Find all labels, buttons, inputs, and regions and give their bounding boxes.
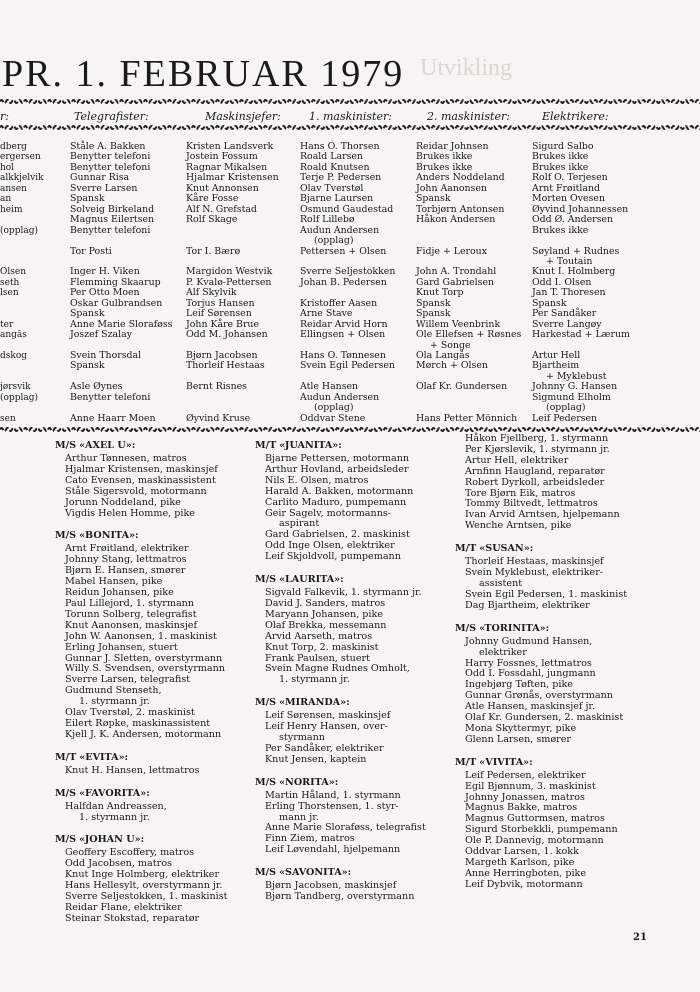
maskinsjef-cell: Bernt Risnes — [186, 381, 247, 393]
wavy-divider-top — [0, 98, 700, 105]
faded-background-heading: Utvikling — [420, 55, 513, 81]
telegrafist-cell: Flemming Skaarup — [70, 276, 161, 288]
crew-member: Nils E. Olsen, matros — [265, 474, 369, 486]
crew-member: Torunn Solberg, telegrafist — [65, 608, 197, 620]
crew-member: elektriker — [479, 646, 527, 658]
maskinsjef-cell: Tor I. Bærø — [186, 245, 241, 257]
ship-name-cell: (opplag) — [0, 392, 38, 403]
maskinsjef-cell: Hjalmar Kristensen — [186, 172, 279, 184]
crew-member: Arthur Hovland, arbeidsleder — [265, 463, 409, 475]
crew-member: Gunnar Grønås, overstyrmann — [465, 690, 613, 702]
ship-name: «FAVORITA»: — [79, 787, 150, 799]
telegrafist-cell: Inger H. Viken — [70, 266, 140, 278]
maskinsjef-cell: Ragnar Mikalsen — [186, 161, 268, 173]
crew-member: Reidar Flane, elektriker — [65, 902, 182, 913]
crew-member: Knut Aanonsen, maskinsjef — [65, 619, 198, 631]
2-maskinist-cell: Håkon Andersen — [416, 214, 496, 226]
crew-member: styrmann — [279, 732, 325, 744]
crew-member: Mona Skyttermyr, pike — [465, 722, 577, 734]
crew-member: Robert Dyrkoll, arbeidsleder — [465, 476, 605, 488]
maskinsjef-cell: Odd M. Johansen — [186, 329, 268, 341]
crew-member: Magnus Bakke, matros — [465, 802, 578, 814]
maskinsjef-cell: Kristen Landsverk — [186, 141, 274, 152]
crew-member: Olav Tverstøl, 2. maskinist — [65, 707, 195, 719]
ship-block — [255, 777, 426, 856]
crew-member: Harald A. Bakken, motormann — [265, 485, 414, 497]
2-maskinist-cell: Olaf Kr. Gundersen — [416, 381, 508, 393]
crew-member: Magnus Guttormsen, matros — [465, 813, 605, 825]
crew-member: Sigurd Storbekkli, pumpemann — [465, 824, 618, 836]
ship-name-cell: heim — [0, 204, 23, 215]
ship-prefix: M/S — [255, 776, 277, 788]
ship-prefix: M/S — [55, 834, 77, 846]
crew-member: Arvid Aarseth, matros — [265, 630, 373, 642]
ship-name-cell: jørsvik — [0, 382, 31, 393]
crew-member: 1. styrmann jr. — [79, 696, 150, 708]
crew-member: Egil Bjønnum, 3. maskinist — [465, 780, 596, 792]
1-maskinist-cell: Atle Hansen — [300, 381, 359, 393]
ship-prefix: M/T — [255, 440, 277, 451]
telegrafist-cell: Asle Øynes — [70, 381, 123, 393]
crew-member: Gard Gabrielsen, 2. maskinist — [265, 529, 410, 541]
crew-member: Ivan Arvid Arntsen, hjelpemann — [465, 509, 620, 521]
ship-heading — [255, 867, 426, 878]
ship-name-cell: ter — [0, 319, 14, 330]
crew-member: Wenche Arntsen, pike — [465, 520, 572, 532]
crew-member: Erling Thorstensen, 1. styr- — [265, 800, 399, 812]
column-header-1-maskinister: 1. maskinister: — [309, 110, 392, 123]
1-maskinist-cell: Audun Andersen — [300, 391, 380, 403]
ship-block — [255, 574, 426, 686]
elektriker-cell: (opplag) — [546, 402, 586, 414]
crew-member: Martin Håland, 1. styrmann — [265, 789, 401, 801]
ship-heading — [55, 752, 228, 763]
2-maskinist-cell: Knut Torp — [416, 287, 464, 299]
maskinsjef-cell: Leif Sørensen — [186, 308, 252, 320]
ship-column-2 — [255, 440, 426, 914]
ship-column-3 — [455, 434, 627, 902]
ship-name-cell: an — [0, 194, 12, 205]
2-maskinist-cell: Ola Langås — [416, 350, 470, 361]
ship-block — [55, 788, 228, 824]
elektriker-cell: + Toutain — [546, 255, 593, 267]
crew-member: Leif Pedersen, elektriker — [465, 769, 586, 781]
crew-member: Svein Myklebust, elektriker- — [465, 567, 604, 579]
2-maskinist-cell: Hans Petter Mönnich — [416, 412, 518, 424]
1-maskinist-cell: Kristoffer Aasen — [300, 297, 378, 309]
maskinsjef-cell: Alf Skylvik — [186, 287, 237, 299]
crew-member: Carlito Maduro, pumpemann — [265, 496, 407, 508]
ship-block — [55, 834, 228, 924]
maskinsjef-cell: Thorleif Hestaas — [186, 360, 265, 372]
crew-member: Ingebjørg Tøften, pike — [465, 679, 573, 691]
2-maskinist-cell: John A. Trondahl — [416, 266, 497, 278]
crew-member: Harry Fossnes, lettmatros — [465, 657, 592, 669]
ship-name-cell: ergersen — [0, 152, 41, 163]
ship-name-cell: hol — [0, 162, 15, 173]
ship-heading — [55, 834, 228, 845]
1-maskinist-cell: Johan B. Pedersen — [300, 276, 387, 288]
crew-member: Cato Evensen, maskinassistent — [65, 474, 216, 486]
elektriker-cell: Bjartheim — [532, 360, 580, 372]
2-maskinist-cell: Torbjørn Antonsen — [416, 203, 505, 215]
crew-member: Vigdis Helen Homme, pike — [65, 507, 195, 519]
2-maskinist-cell: John Aanonsen — [416, 182, 487, 194]
crew-member: Anne Marie Sloraføss, telegrafist — [265, 822, 426, 834]
elektriker-cell: Arnt Frøitland — [532, 182, 601, 194]
crew-member: Thorleif Hestaas, maskinsjef — [465, 556, 604, 568]
crew-member: Ståle Sigersvold, motormann — [65, 485, 207, 497]
crew-member: Sverre Larsen, telegrafist — [65, 674, 191, 686]
ship-name-cell: alkkjelvik — [0, 173, 44, 184]
crew-member: Arnfinn Haugland, reparatør — [465, 465, 605, 477]
ship-heading — [255, 574, 426, 585]
ship-name: «SUSAN»: — [479, 543, 534, 555]
crew-member: Paul Lillejord, 1. styrmann — [65, 597, 195, 609]
1-maskinist-cell: Bjarne Laursen — [300, 193, 374, 205]
maskinsjef-cell: Bjørn Jacobsen — [186, 350, 258, 361]
ship-name-cell: ansen — [0, 183, 27, 194]
crew-member: Tommy Biltvedt, lettmatros — [465, 498, 598, 510]
column-header-2-maskinister: 2. maskinister: — [427, 110, 510, 123]
crew-member: Bjørn E. Hansen, smører — [65, 565, 186, 577]
crew-member: Reidun Johansen, pike — [65, 587, 174, 599]
ship-heading — [255, 777, 426, 788]
crew-member: Tore Bjørn Eik, matros — [465, 487, 576, 499]
ship-block — [255, 440, 426, 563]
ship-block — [255, 867, 426, 903]
crew-member: Artur Hell, elektriker — [465, 454, 569, 466]
elektriker-cell: Knut I. Holmberg — [532, 266, 616, 278]
telegrafist-cell: Per Otto Moen — [70, 287, 140, 299]
telegrafist-cell: Anne Haarr Moen — [70, 412, 156, 424]
wavy-divider-header — [0, 124, 700, 131]
ship-name: «BONITA»: — [79, 530, 139, 542]
ship-name-cell: (opplag) — [0, 225, 38, 236]
ship-name-cell: angås — [0, 330, 27, 341]
crew-member: Glenn Larsen, smører — [465, 733, 572, 745]
ship-prefix: M/T — [455, 756, 477, 768]
crew-member: David J. Sanders, matros — [265, 597, 386, 609]
maskinsjef-cell: Rolf Skage — [186, 214, 238, 226]
crew-member: Leif Løvendahl, hjelpemann — [265, 844, 401, 856]
telegrafist-cell: Ståle A. Bakken — [70, 141, 146, 152]
crew-member: Sigvald Falkevik, 1. styrmann jr. — [265, 587, 422, 599]
telegrafist-cell: Benytter telefoni — [70, 224, 151, 236]
ship-prefix: M/S — [255, 867, 277, 879]
crew-member: Geoffery Escoffery, matros — [65, 847, 195, 859]
elektriker-cell: Brukes ikke — [532, 151, 589, 163]
crew-member: Odd I. Fossdahl, jungmann — [465, 668, 596, 680]
crew-member: Odd Inge Olsen, elektriker — [265, 540, 395, 552]
2-maskinist-cell: Reidar Johnsen — [416, 141, 489, 152]
ship-heading — [55, 788, 228, 799]
2-maskinist-cell: Brukes ikke — [416, 151, 473, 163]
crew-member: Bjarne Pettersen, motormann — [265, 453, 410, 464]
crew-member: Svein Egil Pedersen, 1. maskinist — [465, 588, 628, 600]
ship-name: «JOHAN U»: — [79, 834, 145, 846]
2-maskinist-cell: Gard Gabrielsen — [416, 276, 495, 288]
crew-member: aspirant — [279, 518, 320, 530]
crew-member: Maryann Johansen, pike — [265, 608, 383, 620]
2-maskinist-cell: Mørch + Olsen — [416, 360, 488, 372]
ship-name-cell: lsen — [0, 288, 19, 299]
ship-heading — [455, 623, 627, 634]
ship-name: «EVITA»: — [79, 751, 129, 763]
crew-member: Hjalmar Kristensen, maskinsjef — [65, 463, 218, 475]
crew-member: Steinar Stokstad, reparatør — [65, 912, 200, 924]
elektriker-cell: Sverre Langøy — [532, 318, 602, 330]
1-maskinist-cell: Hans O. Thorsen — [300, 141, 380, 152]
maskinsjef-cell: Margidon Westvik — [186, 266, 273, 278]
crew-member: Ole P. Dannevig, motormann — [465, 835, 604, 847]
crew-member: Finn Ziem, matros — [265, 833, 355, 845]
elektriker-cell: Harkestad + Lærum — [532, 329, 630, 341]
crew-member: Oddvar Larsen, 1. kokk — [465, 846, 579, 858]
1-maskinist-cell: Osmund Gaudestad — [300, 203, 394, 215]
crew-member: Knut Inge Holmberg, elektriker — [65, 869, 220, 881]
column-header-ship: r: — [0, 110, 9, 123]
crew-member: Mabel Hansen, pike — [65, 576, 163, 588]
crew-member: Johnny Stang, lettmatros — [65, 554, 187, 566]
2-maskinist-cell: Spansk — [416, 308, 451, 320]
crew-member: Svein Magne Rudnes Omholt, — [265, 663, 410, 675]
telegrafist-cell: Spansk — [70, 360, 105, 372]
1-maskinist-cell: Audun Andersen — [300, 224, 380, 236]
1-maskinist-cell: Rolf Lillebø — [300, 214, 355, 226]
page-title: PR. 1. FEBRUAR 1979 — [2, 53, 405, 95]
telegrafist-cell: Benytter telefoni — [70, 391, 151, 403]
ship-name: «NORITA»: — [279, 776, 339, 788]
ship-name: «TORINITA»: — [479, 622, 550, 634]
elektriker-cell: Sigurd Salbo — [532, 141, 594, 152]
crew-member: Hans Hellesylt, overstyrmann jr. — [65, 880, 223, 892]
2-maskinist-cell: Spansk — [416, 193, 451, 205]
1-maskinist-cell: Hans O. Tønnesen — [300, 350, 386, 361]
elektriker-cell: Sigmund Elholm — [532, 391, 611, 403]
column-header-elektrikere: Elektrikere: — [542, 110, 609, 123]
elektriker-cell: Rolf O. Terjesen — [532, 172, 608, 184]
maskinsjef-cell: Alf N. Grefstad — [186, 203, 257, 215]
crew-member: Gudmund Stenseth, — [65, 685, 162, 697]
telegrafist-cell: Tor Posti — [70, 245, 112, 257]
crew-member: Arthur Tønnesen, matros — [65, 453, 187, 464]
crew-member: Gunnar J. Sletten, overstyrmann — [65, 652, 223, 664]
crew-member: Knut Jensen, kaptein — [265, 753, 367, 765]
crew-member: Anne Herringboten, pike — [465, 867, 587, 879]
maskinsjef-cell: Torjus Hansen — [186, 297, 255, 309]
crew-member: Olaf Brekka, messemann — [265, 619, 387, 631]
ship-heading — [455, 757, 627, 768]
ship-block — [455, 757, 627, 891]
elektriker-cell: Artur Hell — [532, 350, 581, 361]
ship-block — [455, 543, 627, 612]
ship-prefix: M/S — [55, 530, 77, 542]
maskinsjef-cell: Jostein Fossum — [186, 151, 258, 163]
ship-name-cell: seth — [0, 277, 20, 288]
crew-member: Bjørn Tandberg, overstyrmann — [265, 891, 415, 903]
elektriker-cell: + Myklebust — [546, 370, 607, 382]
ship-column-1 — [55, 440, 228, 936]
crew-member: 1. styrmann jr. — [279, 674, 350, 686]
elektriker-cell: Johnny G. Hansen — [532, 381, 618, 393]
crew-member: Leif Henry Hansen, over- — [265, 721, 388, 733]
ship-name: «LAURITA»: — [279, 574, 344, 586]
ship-block — [455, 623, 627, 746]
crew-member: Eilert Røpke, maskinassistent — [65, 717, 211, 729]
1-maskinist-cell: Roald Knutsen — [300, 161, 370, 173]
1-maskinist-cell: Roald Larsen — [300, 151, 363, 163]
1-maskinist-cell: Arne Stave — [300, 308, 353, 320]
crew-member: Olaf Kr. Gundersen, 2. maskinist — [465, 712, 624, 724]
maskinsjef-cell: Knut Annonsen — [186, 182, 259, 194]
1-maskinist-cell: Reidar Arvid Horn — [300, 318, 388, 330]
crew-member: Frank Paulsen, stuert — [265, 652, 370, 664]
2-maskinist-cell: + Songe — [430, 339, 471, 351]
crew-member: Knut H. Hansen, lettmatros — [65, 764, 200, 776]
crew-member: Odd Jacobsen, matros — [65, 858, 172, 870]
elektriker-cell: Brukes ikke — [532, 224, 589, 236]
maskinsjef-cell: P. Kvalø-Pettersen — [186, 276, 272, 288]
ship-name-cell: dberg — [0, 142, 27, 152]
ship-prefix: M/T — [455, 543, 477, 555]
ship-name: «JUANITA»: — [279, 440, 342, 451]
crew-member: Willy S. Svendsen, overstyrmann — [65, 663, 225, 675]
ship-heading — [55, 440, 228, 451]
elektriker-cell: Brukes ikke — [532, 161, 589, 173]
ship-prefix: M/T — [55, 751, 77, 763]
1-maskinist-cell: (opplag) — [314, 402, 354, 414]
ship-name: «MIRANDA»: — [279, 697, 350, 709]
1-maskinist-cell: Sverre Seljestokken — [300, 266, 396, 278]
telegrafist-cell: Benytter telefoni — [70, 161, 151, 173]
ship-name: «AXEL U»: — [79, 440, 136, 451]
crew-member: Arnt Frøitland, elektriker — [65, 543, 189, 555]
ship-prefix: M/S — [55, 787, 77, 799]
ship-block — [255, 697, 426, 766]
telegrafist-cell: Benytter telefoni — [70, 151, 151, 163]
elektriker-cell: Per Sandåker — [532, 308, 597, 320]
telegrafist-cell: Svein Thorsdal — [70, 350, 142, 361]
2-maskinist-cell: Fidje + Leroux — [416, 245, 487, 257]
ship-name: «VIVITA»: — [479, 756, 533, 768]
crew-member: Jorunn Noddeland, pike — [65, 496, 181, 508]
maskinsjef-cell: Kåre Fosse — [186, 193, 239, 205]
crew-member: Margeth Karlson, pike — [465, 857, 575, 868]
telegrafist-cell: Joszef Szalay — [70, 329, 132, 341]
crew-member: Leif Dybvik, motormann — [465, 878, 583, 890]
crew-member: Atle Hansen, maskinsjef jr. — [465, 701, 596, 713]
crew-member: Per Kjørslevik, 1. styrmann jr. — [465, 443, 610, 455]
telegrafist-cell: Sverre Larsen — [70, 182, 138, 194]
crew-member: Leif Sørensen, maskinsjef — [265, 710, 391, 722]
crew-member: Kjell J. K. Andersen, motormann — [65, 728, 222, 740]
1-maskinist-cell: (opplag) — [314, 235, 354, 247]
wavy-divider-bottom — [0, 426, 700, 433]
2-maskinist-cell: Willem Veenbrink — [416, 318, 501, 330]
crew-member: Sverre Seljestokken, 1. maskinist — [65, 891, 228, 903]
crew-member: Halfdan Andreassen, — [65, 800, 167, 812]
1-maskinist-cell: Terje P. Pedersen — [300, 172, 382, 184]
telegrafist-cell: Solveig Birkeland — [70, 203, 155, 215]
crew-member: Dag Bjartheim, elektriker — [465, 599, 590, 611]
ship-prefix: M/S — [255, 697, 277, 709]
telegrafist-cell: Spansk — [70, 308, 105, 320]
crew-member: Per Sandåker, elektriker — [265, 742, 384, 754]
ship-block — [455, 434, 627, 532]
ship-heading — [455, 543, 627, 554]
column-header-maskinsjefer: Maskinsjefer: — [205, 110, 281, 123]
telegrafist-cell: Spansk — [70, 193, 105, 205]
2-maskinist-cell: Ole Ellefsen + Røsnes — [416, 329, 522, 341]
elektriker-cell: Leif Pedersen — [532, 412, 598, 424]
ship-name-cell: dskog — [0, 351, 28, 361]
ship-name-cell: sen — [0, 413, 16, 424]
maskinsjef-cell: John Kåre Brue — [186, 318, 260, 330]
ship-name-cell: Olsen — [0, 267, 26, 278]
crew-member: Johnny Jonassen, matros — [465, 791, 585, 803]
telegrafist-cell: Gunnar Risa — [70, 172, 130, 184]
crew-member: Knut Torp, 2. maskinist — [265, 641, 379, 653]
elektriker-cell: Morten Ovesen — [532, 193, 605, 205]
elektriker-cell: Søyland + Rudnes — [532, 245, 620, 257]
crew-member: 1. styrmann jr. — [79, 811, 150, 823]
crew-member: Erling Johansen, stuert — [65, 641, 178, 653]
ship-prefix: M/S — [255, 574, 277, 586]
1-maskinist-cell: Olav Tverstøl — [300, 182, 364, 194]
1-maskinist-cell: Svein Egil Pedersen — [300, 360, 395, 372]
1-maskinist-cell: Oddvar Stene — [300, 412, 366, 424]
page-number: 21 — [633, 932, 647, 943]
1-maskinist-cell: Pettersen + Olsen — [300, 245, 387, 257]
ship-heading — [55, 530, 228, 541]
elektriker-cell: Øyvind Johannessen — [532, 203, 629, 215]
crew-member: mann jr. — [279, 811, 319, 823]
crew-member: Johnny Gudmund Hansen, — [465, 635, 593, 647]
crew-member: assistent — [479, 577, 523, 589]
elektriker-cell: Odd I. Olsen — [532, 276, 592, 288]
2-maskinist-cell: Spansk — [416, 297, 451, 309]
ship-heading — [255, 440, 426, 451]
ship-block — [55, 752, 228, 777]
elektriker-cell: Spansk — [532, 297, 567, 309]
ship-prefix: M/S — [55, 440, 77, 451]
crew-member: Geir Sagelv, motormanns- — [265, 507, 392, 519]
ship-heading — [255, 697, 426, 708]
2-maskinist-cell: Anders Noddeland — [416, 172, 505, 184]
crew-member: Håkon Fjellberg, 1. styrmann — [465, 433, 609, 444]
telegrafist-cell: Anne Marie Sloraføss — [70, 318, 173, 330]
elektriker-cell: Jan T. Thoresen — [532, 287, 606, 299]
ship-block — [55, 530, 228, 740]
crew-member: Leif Skjoldvoll, pumpemann — [265, 551, 401, 563]
ship-name: «SAVONITA»: — [279, 867, 352, 879]
elektriker-cell: Odd Ø. Andersen — [532, 214, 614, 226]
crew-member: John W. Aanonsen, 1. maskinist — [65, 630, 217, 642]
crew-member: Bjørn Jacobsen, maskinsjef — [265, 880, 397, 892]
column-header-telegrafister: Telegrafister: — [74, 110, 149, 123]
ship-prefix: M/S — [455, 622, 477, 634]
ship-block — [55, 440, 228, 519]
maskinsjef-cell: Øyvind Kruse — [186, 412, 251, 424]
telegrafist-cell: Oskar Gulbrandsen — [70, 297, 163, 309]
telegrafist-cell: Magnus Eilertsen — [70, 214, 155, 226]
1-maskinist-cell: Ellingsen + Olsen — [300, 329, 386, 341]
2-maskinist-cell: Brukes ikke — [416, 161, 473, 173]
